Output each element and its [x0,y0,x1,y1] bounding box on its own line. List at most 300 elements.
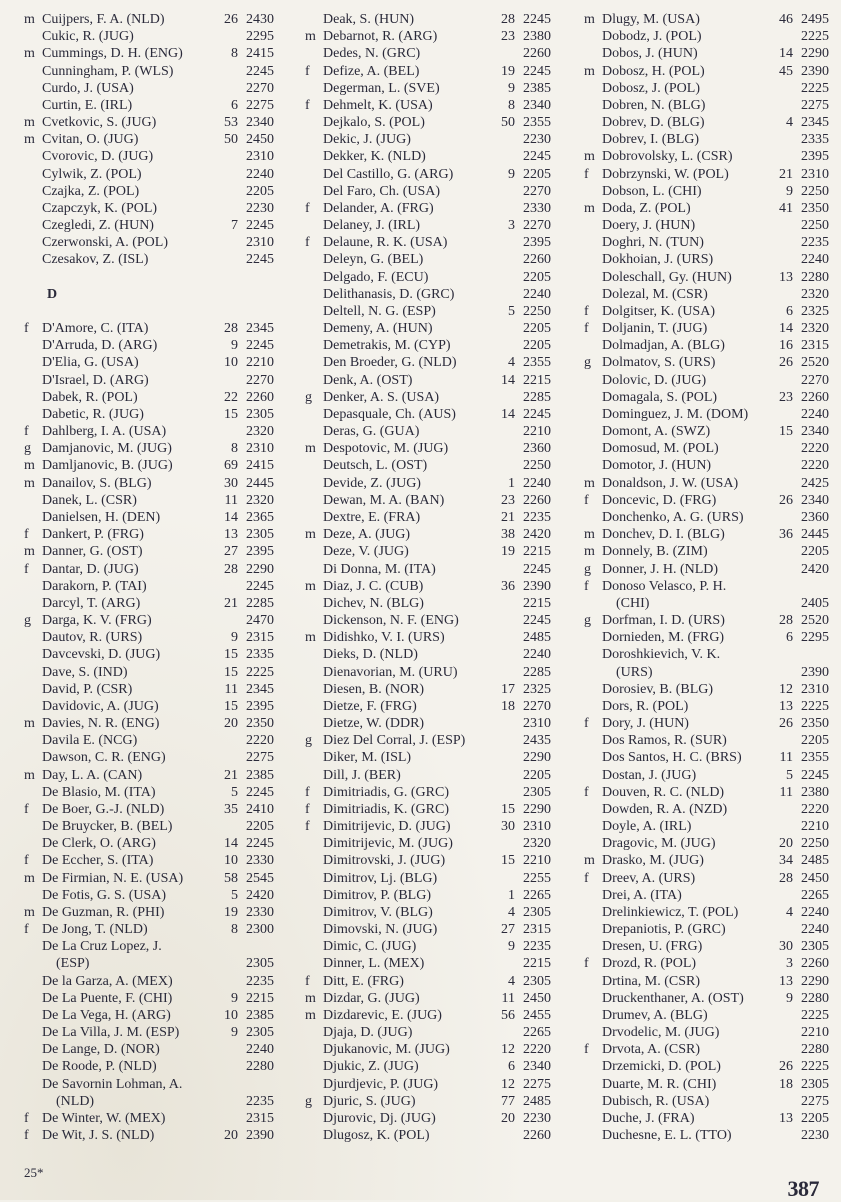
list-item [305,921,551,938]
games-count: 35 [224,801,238,817]
games-count: 23 [501,492,515,508]
games-count: 9 [508,80,515,96]
rating: 2240 [801,406,829,422]
player-name: Doery, J. (HUN) [602,218,696,234]
player-name: Darakorn, P. (TAI) [42,578,147,594]
games-count: 20 [224,1128,238,1144]
list-item [584,354,829,371]
list-item [305,269,551,286]
player-name: Dobosz, J. (POL) [602,80,700,96]
list-item [24,320,274,337]
title-mark: f [24,1128,29,1144]
title-mark: m [24,475,35,491]
player-name: De Winter, W. (MEX) [42,1111,166,1126]
list-item [305,749,551,766]
rating: 2520 [801,613,829,629]
games-count: 21 [501,509,515,525]
rating: 2270 [523,698,551,714]
player-name: Dobosz, H. (POL) [602,63,705,79]
games-count: 5 [231,784,238,800]
player-name: Domotor, J. (HUN) [602,458,712,474]
games-count: 10 [224,1007,238,1023]
player-name: Delithanasis, D. (GRC) [323,286,455,302]
games-count: 4 [508,904,515,920]
games-count: 36 [779,527,793,543]
list-item [24,217,274,234]
list-item [305,286,551,303]
games-count: 14 [779,46,793,62]
player-name: De La Puente, F. (CHI) [42,990,173,1006]
rating: 2485 [523,630,551,646]
title-mark: g [584,355,591,371]
list-item [305,1110,551,1127]
list-item [24,148,274,165]
list-item [584,1024,829,1041]
list-item [305,561,551,578]
player-name: Dragovic, M. (JUG) [602,836,716,852]
rating: 2385 [246,767,274,783]
list-item [24,97,274,114]
list-item [305,732,551,749]
player-name: Duchesne, E. L. (TTO) [602,1128,732,1144]
rating: 2215 [523,956,551,972]
player-name: Czapczyk, K. (POL) [42,200,158,216]
title-mark: m [24,767,35,783]
rating: 2320 [523,836,551,852]
list-item [24,732,274,749]
player-name: Dantar, D. (JUG) [42,561,139,577]
rating: 2205 [523,338,551,354]
player-name: Curdo, J. (USA) [42,80,134,96]
list-item [584,835,829,852]
games-count: 26 [779,492,793,508]
player-name: Drumev, A. (BLG) [602,1007,708,1023]
rating: 2545 [246,870,274,886]
games-count: 8 [231,922,238,938]
player-name: Cvitan, O. (JUG) [42,132,139,148]
rating: 2310 [246,149,274,165]
list-item [584,818,829,835]
rating: 2280 [246,1059,274,1075]
list-item [305,475,551,492]
title-mark: m [584,12,595,27]
list-item [305,664,551,681]
player-name: Dobodz, J. (POL) [602,29,702,45]
title-mark: f [584,321,589,337]
games-count: 34 [779,853,793,869]
rating: 2415 [246,458,274,474]
list-item [305,509,551,526]
list-item [305,1127,551,1144]
games-count: 8 [231,46,238,62]
title-mark: m [305,1007,316,1023]
list-item [305,1007,551,1024]
player-name: Den Broeder, G. (NLD) [323,355,457,371]
player-name: De Guzman, R. (PHI) [42,904,165,920]
list-item [24,28,274,45]
games-count: 10 [224,355,238,371]
player-name: Cylwik, Z. (POL) [42,166,142,182]
rating: 2380 [801,784,829,800]
rating: 2245 [801,767,829,783]
title-mark: f [584,716,589,732]
list-item [584,578,829,595]
rating: 2445 [801,527,829,543]
games-count: 19 [224,904,238,920]
rating: 2260 [801,389,829,405]
rating: 2250 [523,303,551,319]
rating: 2350 [801,200,829,216]
list-item [584,148,829,165]
games-count: 15 [224,698,238,714]
player-name: Domagala, S. (POL) [602,389,718,405]
player-name: Dostan, J. (JUG) [602,767,697,783]
title-mark: f [24,424,29,440]
player-name: Dreev, A. (URS) [602,870,696,886]
player-name: (CHI) [616,595,650,611]
rating: 2395 [246,698,274,714]
games-count: 6 [786,303,793,319]
list-item [305,1093,551,1110]
list-item [305,440,551,457]
player-name: Dobson, L. (CHI) [602,183,702,199]
title-mark: m [305,578,316,594]
player-name: De Savornin Lohman, A. [42,1076,183,1092]
player-name: Dornieden, M. (FRG) [602,630,725,646]
player-name: Duche, J. (FRA) [602,1111,695,1126]
player-name: Deras, G. (GUA) [323,424,420,440]
title-mark: f [24,561,29,577]
games-count: 12 [501,1042,515,1058]
list-item [584,561,829,578]
player-name: Davies, N. R. (ENG) [42,716,160,732]
player-name: Donner, J. H. (NLD) [602,561,719,577]
player-name: Dieks, D. (NLD) [323,647,418,663]
rating: 2430 [246,12,274,27]
player-name: Drelinkiewicz, T. (POL) [602,904,739,920]
games-count: 28 [501,12,515,27]
title-mark: f [24,853,29,869]
list-item [305,698,551,715]
rating: 2340 [246,115,274,131]
games-count: 23 [501,29,515,45]
list-item [24,131,274,148]
rating: 2240 [801,922,829,938]
title-mark: m [24,870,35,886]
title-mark: m [584,527,595,543]
rating: 2230 [523,1111,551,1126]
list-item [584,303,829,320]
games-count: 36 [501,578,515,594]
rating: 2420 [801,561,829,577]
title-mark: g [305,389,312,405]
games-count: 16 [779,338,793,354]
player-name: Drei, A. (ITA) [602,887,682,903]
player-name: Despotovic, M. (JUG) [323,441,449,457]
rating: 2395 [801,149,829,165]
player-name: Dlugy, M. (USA) [602,12,700,27]
player-name: Damljanovic, B. (JUG) [42,458,173,474]
list-item [24,938,274,955]
list-item [305,11,551,28]
player-name: Dietze, W. (DDR) [323,716,425,732]
player-name: (NLD) [56,1093,95,1109]
title-mark: f [305,97,310,113]
rating: 2245 [523,63,551,79]
player-name: Darga, K. V. (FRG) [42,613,152,629]
player-name: Diaz, J. C. (CUB) [323,578,424,594]
player-name: Dorosiev, B. (BLG) [602,681,714,697]
rating: 2205 [246,819,274,835]
rating: 2365 [246,509,274,525]
rating: 2235 [523,939,551,955]
list-item [305,526,551,543]
list-item [584,166,829,183]
rating: 2270 [801,372,829,388]
rating: 2345 [246,681,274,697]
rating: 2245 [523,406,551,422]
rating: 2250 [801,218,829,234]
player-name: De La Villa, J. M. (ESP) [42,1025,180,1041]
rating: 2315 [246,1111,274,1126]
player-name: Czesakov, Z. (ISL) [42,252,149,268]
title-mark: m [584,63,595,79]
player-name: D'Amore, C. (ITA) [42,321,149,337]
player-name: Dolmatov, S. (URS) [602,355,716,371]
list-item [24,372,274,389]
games-count: 15 [501,801,515,817]
player-name: Domosud, M. (POL) [602,441,719,457]
games-count: 14 [224,509,238,525]
list-item [24,767,274,784]
title-mark: m [584,200,595,216]
list-item [24,904,274,921]
rating: 2345 [246,321,274,337]
player-name: De Lange, D. (NOR) [42,1042,160,1058]
rating: 2360 [523,441,551,457]
games-count: 19 [501,63,515,79]
title-mark: m [584,475,595,491]
games-count: 28 [224,321,238,337]
player-name: Dimitriadis, K. (GRC) [323,801,449,817]
player-name: Djurovic, Dj. (JUG) [323,1111,436,1126]
rating: 2435 [523,733,551,749]
list-item [305,818,551,835]
games-count: 77 [501,1093,515,1109]
player-name: Donoso Velasco, P. H. [602,578,727,594]
rating: 2315 [801,338,829,354]
rating: 2285 [246,595,274,611]
rating: 2305 [246,1025,274,1041]
rating: 2310 [523,716,551,732]
list-item [24,629,274,646]
list-item [24,423,274,440]
list-item [24,715,274,732]
list-item [584,955,829,972]
player-name: Diez Del Corral, J. (ESP) [323,733,466,749]
games-count: 7 [231,218,238,234]
player-name: Dimitriadis, G. (GRC) [323,784,449,800]
games-count: 21 [224,595,238,611]
games-count: 20 [779,836,793,852]
rating: 2240 [523,475,551,491]
list-item [305,1058,551,1075]
list-item [584,509,829,526]
list-item [584,234,829,251]
player-name: Dory, J. (HUN) [602,716,689,732]
title-mark: f [584,870,589,886]
player-name: De la Garza, A. (MEX) [42,973,173,989]
player-name: Dimitrovski, J. (JUG) [323,853,446,869]
games-count: 9 [508,166,515,182]
title-mark: f [24,527,29,543]
list-item [584,973,829,990]
games-count: 4 [786,904,793,920]
rating: 2330 [246,904,274,920]
rating: 2270 [523,183,551,199]
rating: 2205 [523,166,551,182]
player-name: Dowden, R. A. (NZD) [602,801,728,817]
rating: 2245 [246,578,274,594]
title-mark: f [24,922,29,938]
list-item [584,131,829,148]
rating: 2245 [246,218,274,234]
games-count: 13 [224,527,238,543]
games-count: 1 [508,887,515,903]
list-item [24,887,274,904]
games-count: 6 [786,630,793,646]
rating: 2495 [801,12,829,27]
player-name: Czerwonski, A. (POL) [42,235,168,251]
title-mark: f [24,1111,29,1126]
player-name: Dabetic, R. (JUG) [42,406,144,422]
list-item [24,114,274,131]
rating: 2355 [523,355,551,371]
list-item [24,595,274,612]
list-item [305,870,551,887]
rating: 2260 [523,1128,551,1144]
rating: 2485 [523,1093,551,1109]
list-item [305,1024,551,1041]
list-item [584,732,829,749]
rating: 2310 [523,819,551,835]
rating: 2305 [523,904,551,920]
list-item [584,938,829,955]
games-count: 1 [508,475,515,491]
rating: 2350 [246,716,274,732]
player-name: D'Arruda, D. (ARG) [42,338,158,354]
rating: 2225 [801,29,829,45]
rating: 2245 [523,613,551,629]
rating: 2235 [246,1093,274,1109]
player-name: De Boer, G.-J. (NLD) [42,801,165,817]
list-item [305,578,551,595]
player-name: Czegledi, Z. (HUN) [42,218,154,234]
player-name: Dekic, J. (JUG) [323,132,411,148]
player-name: Del Castillo, G. (ARG) [323,166,454,182]
rating: 2390 [523,578,551,594]
rating: 2275 [801,1093,829,1109]
list-item [584,269,829,286]
player-name: Djurdjevic, P. (JUG) [323,1076,439,1092]
player-name: (ESP) [56,956,90,972]
games-count: 19 [501,544,515,560]
player-name: Dimic, C. (JUG) [323,939,417,955]
list-item [305,217,551,234]
column-2 [305,11,551,1144]
list-item [24,440,274,457]
player-name: Di Donna, M. (ITA) [323,561,436,577]
player-name: Davcevski, D. (JUG) [42,647,161,663]
list-item [305,681,551,698]
list-item [584,11,829,28]
rating: 2225 [801,80,829,96]
player-name: Dimitrijevic, M. (JUG) [323,836,453,852]
player-name: Denk, A. (OST) [323,372,413,388]
rating: 2270 [246,372,274,388]
player-name: Damjanovic, M. (JUG) [42,441,172,457]
player-name: Dave, S. (IND) [42,664,128,680]
rating: 2330 [523,200,551,216]
list-item [24,11,274,28]
title-mark: m [24,716,35,732]
rating: 2265 [523,1025,551,1041]
list-item [584,1093,829,1110]
title-mark: m [24,544,35,560]
list-item [584,749,829,766]
player-name: De Roode, P. (NLD) [42,1059,157,1075]
rating: 2380 [523,29,551,45]
player-name: Danielsen, H. (DEN) [42,509,161,525]
player-name: Cukic, R. (JUG) [42,29,134,45]
player-name: De Blasio, M. (ITA) [42,784,156,800]
games-count: 58 [224,870,238,886]
rating: 2245 [246,836,274,852]
rating: 2260 [523,492,551,508]
title-mark: m [305,990,316,1006]
list-item [24,509,274,526]
title-mark: m [305,527,316,543]
list-item [584,475,829,492]
list-item-continuation [24,1093,274,1110]
rating: 2385 [246,1007,274,1023]
games-count: 46 [779,12,793,27]
games-count: 22 [224,389,238,405]
games-count: 26 [779,355,793,371]
rating: 2240 [523,286,551,302]
rating: 2215 [523,544,551,560]
list-item [305,45,551,62]
player-name: Dextre, E. (FRA) [323,509,421,525]
player-name: Didishko, V. I. (URS) [323,630,445,646]
player-name: Djaja, D. (JUG) [323,1025,413,1041]
rating: 2260 [523,46,551,62]
list-item [584,681,829,698]
title-mark: f [305,801,310,817]
list-item [305,183,551,200]
rating: 2210 [801,1025,829,1041]
games-count: 5 [508,303,515,319]
player-name: David, P. (CSR) [42,681,133,697]
player-name: Depasquale, Ch. (AUS) [323,406,456,422]
player-name: Doleschall, Gy. (HUN) [602,269,732,285]
player-name: Devide, Z. (JUG) [323,475,421,491]
list-item [584,217,829,234]
player-name: Deutsch, L. (OST) [323,458,428,474]
games-count: 28 [779,613,793,629]
rating: 2240 [801,252,829,268]
games-count: 13 [779,1111,793,1126]
